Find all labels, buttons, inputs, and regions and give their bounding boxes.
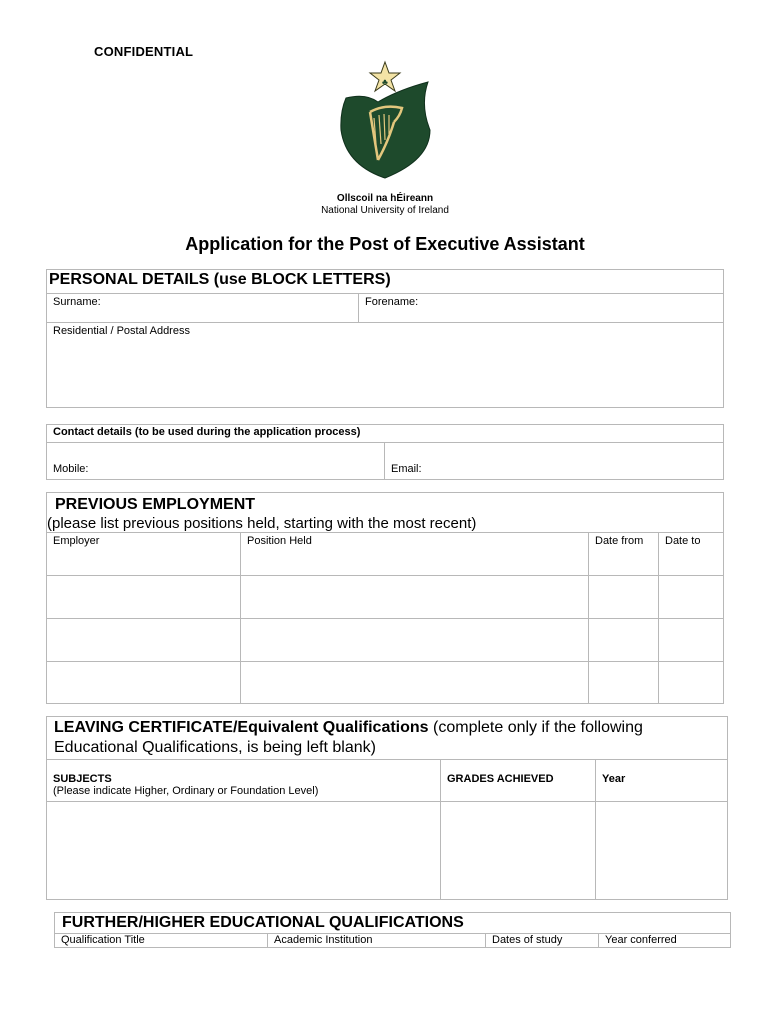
university-name <box>300 193 470 217</box>
personal-details-heading: PERSONAL DETAILS (use BLOCK LETTERS) <box>47 270 724 294</box>
subjects-label: SUBJECTS <box>53 773 112 785</box>
previous-employment-heading: PREVIOUS EMPLOYMENT <box>55 496 256 513</box>
employer-cell[interactable] <box>47 576 241 619</box>
contact-details-table <box>46 424 724 480</box>
shield-icon <box>341 82 430 178</box>
subjects-note: (Please indicate Higher, Ordinary or Foundation Level) <box>53 785 319 797</box>
further-qualifications-table <box>54 912 731 948</box>
year-column-header: Year <box>596 760 728 802</box>
further-qualifications-heading: FURTHER/HIGHER EDUCATIONAL QUALIFICATIONS <box>55 913 731 934</box>
contact-details-heading: Contact details (to be used during the application process) <box>47 425 724 443</box>
date-from-cell[interactable] <box>589 619 659 662</box>
date-to-cell[interactable] <box>659 662 724 704</box>
position-cell[interactable] <box>241 662 589 704</box>
university-irish-name: Ollscoil na hÉireann <box>336 193 434 204</box>
grades-cell[interactable] <box>441 802 596 900</box>
date-to-column-header: Date to <box>659 533 724 576</box>
confidential-label: CONFIDENTIAL <box>94 44 194 59</box>
personal-details-table <box>46 269 724 408</box>
year-cell[interactable] <box>596 802 728 900</box>
table-row <box>47 662 724 704</box>
grades-column-header: GRADES ACHIEVED <box>441 760 596 802</box>
table-row <box>47 619 724 662</box>
leaving-certificate-table <box>46 716 728 900</box>
date-to-cell[interactable] <box>659 619 724 662</box>
forename-field[interactable]: Forename: <box>359 294 724 323</box>
date-from-column-header: Date from <box>589 533 659 576</box>
table-row <box>47 576 724 619</box>
mobile-field[interactable]: Mobile: <box>47 443 385 480</box>
university-english-name: National University of Ireland <box>321 205 449 216</box>
subjects-column-header <box>47 760 441 802</box>
position-column-header: Position Held <box>241 533 589 576</box>
qualification-title-column-header: Qualification Title <box>55 934 268 948</box>
email-field[interactable]: Email: <box>385 443 724 480</box>
leaving-certificate-heading-note: (complete only if the following Educational Qualifications, is being left blank) <box>54 719 643 756</box>
position-cell[interactable] <box>241 619 589 662</box>
leaving-certificate-heading-bold: LEAVING CERTIFICATE/Equivalent Qualifications <box>54 719 429 736</box>
svg-text:♣: ♣ <box>382 77 388 87</box>
previous-employment-header <box>47 493 724 533</box>
previous-employment-subheading: (please list previous positions held, starting with the most recent) <box>47 515 477 532</box>
leaving-certificate-heading <box>47 717 728 760</box>
previous-employment-table <box>46 492 724 704</box>
date-from-cell[interactable] <box>589 576 659 619</box>
address-field[interactable]: Residential / Postal Address <box>47 323 724 408</box>
page-title: Application for the Post of Executive Assistant <box>185 234 585 254</box>
employer-cell[interactable] <box>47 619 241 662</box>
employer-column-header: Employer <box>47 533 241 576</box>
dates-of-study-column-header: Dates of study <box>486 934 599 948</box>
subjects-cell[interactable] <box>47 802 441 900</box>
date-to-cell[interactable] <box>659 576 724 619</box>
harp-crest-logo <box>338 60 432 186</box>
position-cell[interactable] <box>241 576 589 619</box>
surname-field[interactable]: Surname: <box>47 294 359 323</box>
academic-institution-column-header: Academic Institution <box>268 934 486 948</box>
date-from-cell[interactable] <box>589 662 659 704</box>
employer-cell[interactable] <box>47 662 241 704</box>
year-conferred-column-header: Year conferred <box>599 934 731 948</box>
